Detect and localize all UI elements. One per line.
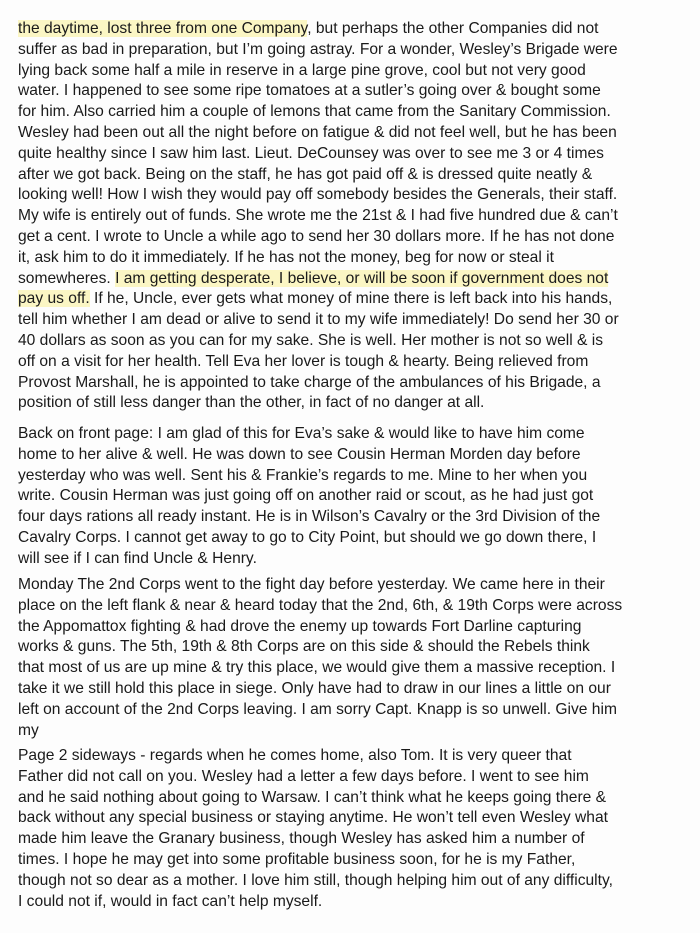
text-segment: looking well! How I wish they would pay off somebody besides the Generals, their staff. <box>18 186 618 204</box>
text-segment: for him. Also carried him a couple of lemons that came from the Sanitary Commission. <box>18 103 611 121</box>
text-segment: I could not if, would in fact can’t help myself. <box>18 892 323 910</box>
highlighted-text: I am getting desperate, I believe, or will be soon if government does not <box>115 269 609 287</box>
text-segment: If he, Uncle, ever gets what money of mine there is left back into his hands, <box>89 290 613 308</box>
text-segment: get a cent. I wrote to Uncle a while ago to send her 30 dollars more. If he has not done <box>18 227 615 245</box>
text-segment: back without any special business or staying anytime. He won’t tell even Wesley what <box>18 809 608 827</box>
text-line <box>18 871 694 892</box>
text-line <box>18 486 694 507</box>
text-segment: it, ask him to do it immediately. If he has not the money, beg for now or steal it <box>18 248 554 266</box>
paragraph-3 <box>18 575 694 741</box>
text-segment: off on a visit for her health. Tell Eva her lover is tough & hearty. Being relieved from <box>18 352 589 370</box>
text-line <box>18 549 694 570</box>
text-segment: four days rations all ready instant. He is in Wilson’s Cavalry or the 3rd Division of the <box>18 508 601 526</box>
text-line <box>18 892 694 913</box>
text-line <box>18 424 694 445</box>
text-segment: home to her alive & well. He was down to see Cousin Herman Morden day before <box>18 445 581 463</box>
text-line <box>18 700 694 721</box>
text-segment: Back on front page: I am glad of this for Eva’s sake & would like to have him come <box>18 425 585 442</box>
text-line <box>18 165 694 186</box>
text-line <box>18 19 694 40</box>
text-segment: Page 2 sideways - regards when he comes home, also Tom. It is very queer that <box>18 747 572 764</box>
text-line <box>18 269 694 290</box>
text-line <box>18 528 694 549</box>
text-segment: made him leave the Granary business, though Wesley has asked him a number of <box>18 830 585 848</box>
text-line <box>18 445 694 466</box>
text-line <box>18 596 694 617</box>
text-segment: yesterday who was well. Sent his & Frankie’s regards to me. Mine to her when you <box>18 466 588 484</box>
text-segment: Monday The 2nd Corps went to the fight day before yesterday. We came here in their <box>18 576 605 593</box>
text-line <box>18 185 694 206</box>
text-segment: Provost Marshall, he is appointed to take charge of the ambulances of his Brigade, a <box>18 373 601 391</box>
text-segment: position of still less danger than the other, in fact of no danger at all. <box>18 394 485 412</box>
text-line <box>18 466 694 487</box>
text-segment: the Appomattox fighting & had drove the enemy up towards Fort Darline capturing <box>18 617 582 635</box>
text-line <box>18 507 694 528</box>
text-line <box>18 788 694 809</box>
text-line <box>18 102 694 123</box>
text-segment: lying back some half a mile in reserve in a large pine grove, cool but not very good <box>18 61 586 79</box>
text-line <box>18 352 694 373</box>
text-line <box>18 617 694 638</box>
text-segment: my <box>18 721 39 739</box>
text-segment: suffer as bad in preparation, but I’m going astray. For a wonder, Wesley’s Brigade were <box>18 40 618 58</box>
text-line <box>18 206 694 227</box>
text-segment: and he said nothing about going to Warsaw. I can’t think what he keeps going there & <box>18 788 607 806</box>
paragraph-1 <box>18 19 694 414</box>
text-segment: quite healthy since I saw him last. Lieut. DeCounsey was over to see me 3 or 4 times <box>18 144 604 162</box>
text-line <box>18 81 694 102</box>
text-line <box>18 767 694 788</box>
text-line <box>18 721 694 742</box>
highlighted-text: the daytime, lost three from one Company <box>18 20 308 37</box>
text-segment: will see if I can find Uncle & Henry. <box>18 549 257 567</box>
text-line <box>18 289 694 310</box>
text-line <box>18 373 694 394</box>
text-segment: , but perhaps the other Companies did not <box>307 20 599 37</box>
text-line <box>18 746 694 767</box>
text-line <box>18 393 694 414</box>
text-segment: take it we still hold this place in siege. Only have had to draw in our lines a little on our <box>18 679 611 697</box>
text-line <box>18 850 694 871</box>
text-line <box>18 658 694 679</box>
text-segment: left on account of the 2nd Corps leaving. I am sorry Capt. Knapp is so unwell. Give him <box>18 700 617 718</box>
text-line <box>18 575 694 596</box>
text-line <box>18 679 694 700</box>
text-segment: Father did not call on you. Wesley had a letter a few days before. I went to see him <box>18 767 589 785</box>
text-line <box>18 227 694 248</box>
text-segment: My wife is entirely out of funds. She wrote me the 21st & I had five hundred due & can’t <box>18 207 618 225</box>
text-segment: water. I happened to see some ripe tomatoes at a sutler’s going over & bought some <box>18 82 601 100</box>
paragraph-2 <box>18 424 694 570</box>
text-line <box>18 331 694 352</box>
text-segment: Wesley had been out all the night before on fatigue & did not feel well, but he has been <box>18 123 617 141</box>
text-line <box>18 310 694 331</box>
text-segment: Cavalry Corps. I cannot get away to go to City Point, but should we go down there, I <box>18 528 597 546</box>
text-line <box>18 61 694 82</box>
text-segment: after we got back. Being on the staff, he has got paid off & is dressed quite neatly & <box>18 165 593 183</box>
paragraph-4 <box>18 746 694 912</box>
text-line <box>18 808 694 829</box>
text-segment: times. I hope he may get into some profitable business soon, for he is my Father, <box>18 850 576 868</box>
text-segment: 40 dollars as soon as you can for my sake. She is well. Her mother is not so well & is <box>18 331 604 349</box>
text-line <box>18 40 694 61</box>
text-segment: write. Cousin Herman was just going off on another raid or scout, as he had just got <box>18 487 594 505</box>
highlighted-text: pay us off. <box>18 290 90 308</box>
text-segment: though not so dear as a mother. I love him still, though helping him out of any difficulty, <box>18 871 613 889</box>
text-segment: works & guns. The 5th, 19th & 8th Corps are on this side & should the Rebels think <box>18 638 590 656</box>
text-line <box>18 248 694 269</box>
text-line <box>18 144 694 165</box>
text-segment: tell him whether I am dead or alive to send it to my wife immediately! Do send her 30 or <box>18 311 619 329</box>
text-line <box>18 637 694 658</box>
text-line <box>18 829 694 850</box>
text-segment: somewheres. <box>18 269 116 287</box>
text-segment: that most of us are up mine & try this place, we would give them a massive reception. I <box>18 659 616 677</box>
text-segment: place on the left flank & near & heard today that the 2nd, 6th, & 19th Corps were across <box>18 596 623 614</box>
text-line <box>18 123 694 144</box>
